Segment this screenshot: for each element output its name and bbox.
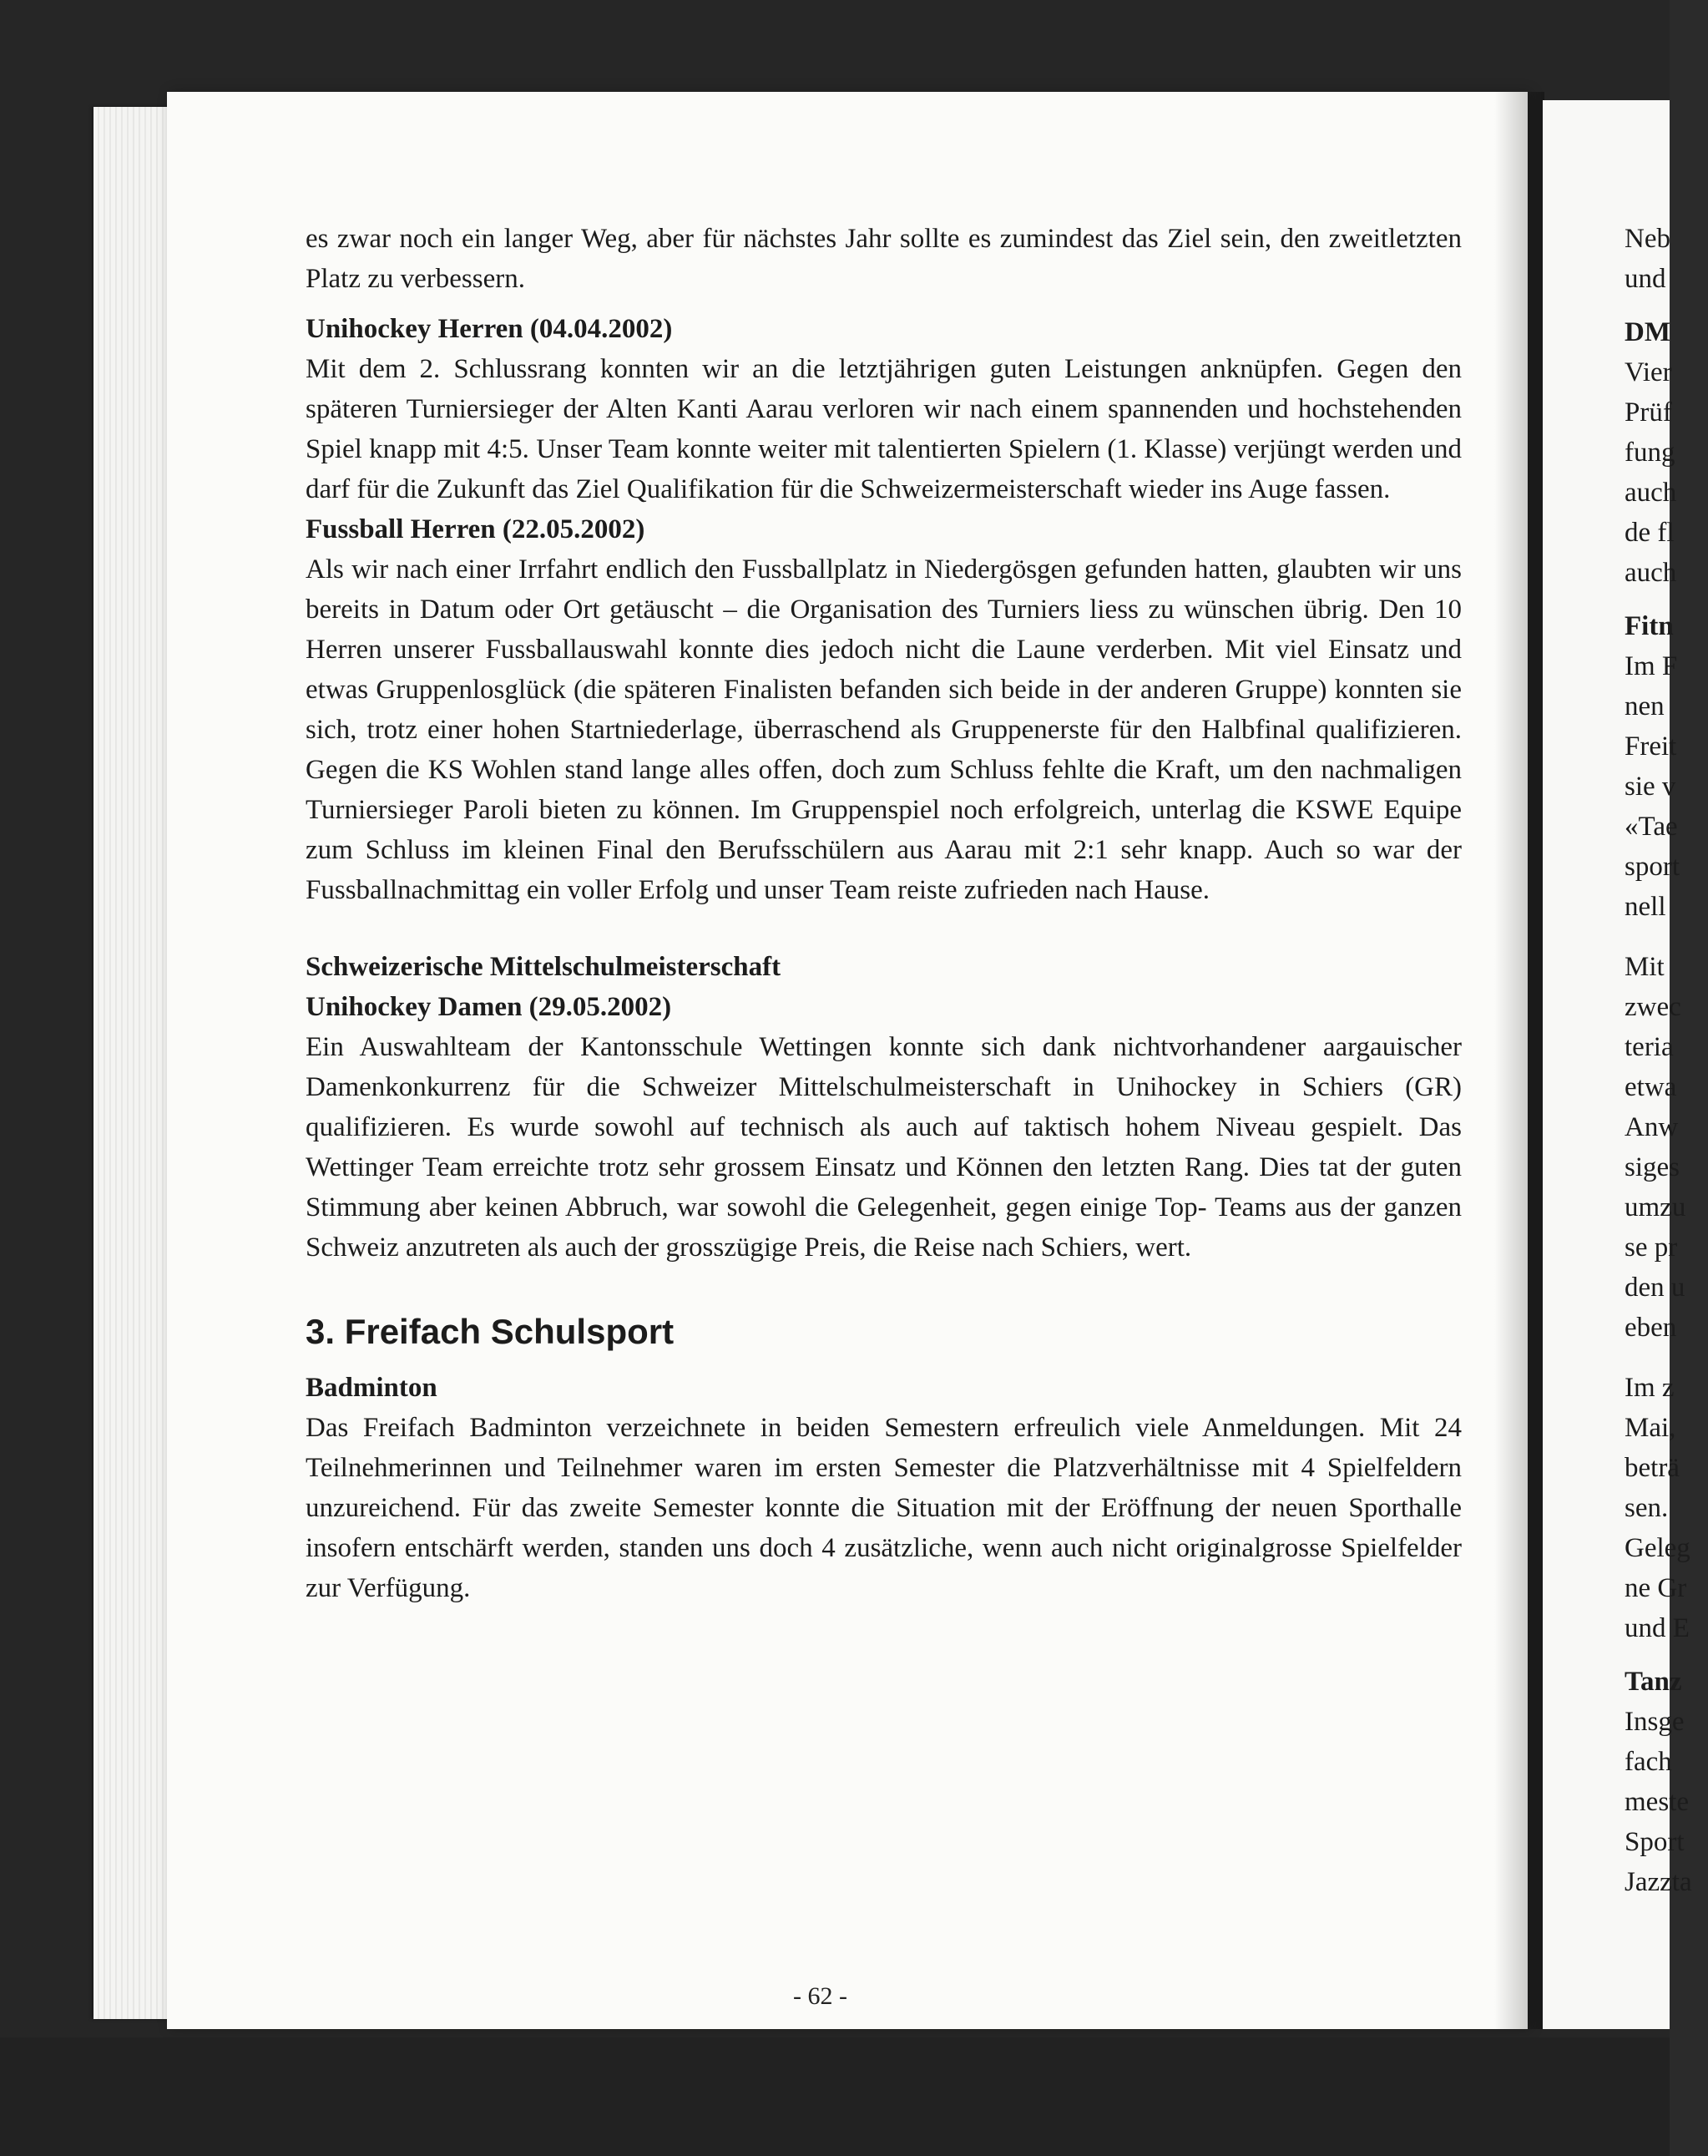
right-page-line-fragment: Vier <box>1625 357 1672 387</box>
right-page-line-fragment: umzu <box>1625 1192 1686 1222</box>
right-page-text <box>1625 219 1708 1902</box>
left-page-text <box>306 219 1462 1608</box>
body-paragraph: Ein Auswahlteam der Kantonsschule Wettingen konnte sich dank nichtvorhandener aargauischer Damenkonkurrenz für die Schweizer Mittelschulmeisterschaft in Unihockey in Schiers (GR) qualifizieren. Es wurde sowohl auf technisch als auch auf taktisch hohem Niveau gespielt. Das Wettinger Team erreichte trotz sehr grossem Einsatz und Können den letzten Rang. Dies tat der guten Stimmung aber keinen Abbruch, war sowohl die Gelegenheit, gegen einige Top- Teams aus der ganzen Schweiz anzutreten als auch der grosszügige Preis, die Reise nach Schiers, wert. <box>306 1032 1462 1263</box>
right-page-line-fragment: Anw <box>1625 1112 1679 1142</box>
right-page-line-fragment: Insge <box>1625 1707 1685 1737</box>
body-paragraph: Das Freifach Badminton verzeichnete in beiden Semestern erfreulich viele Anmeldungen. Mit 24 Teilnehmerinnen und Teilnehmer waren im ersten Semester die Platzverhältnisse mit 4 Spielfeldern unzureichend. Für das zweite Semester konnte die Situation mit der Eröffnung der neuen Sporthalle insofern entschärft werden, standen uns doch 4 zusätzliche, wenn auch nicht originalgrosse Spielfelder zur Verfügung. <box>306 1413 1462 1603</box>
section-gap <box>306 910 1462 947</box>
section-heading: Badminton <box>306 1373 437 1403</box>
scanner-background <box>0 2037 1670 2156</box>
right-page-line-fragment: nen <box>1625 691 1665 721</box>
right-page-line-fragment: Sport <box>1625 1827 1685 1857</box>
right-page-heading-fragment: DM <box>1625 317 1670 347</box>
right-page-line-fragment: und E <box>1625 1613 1690 1643</box>
right-page-line-fragment: Im z <box>1625 1373 1675 1403</box>
right-page-line-fragment: Im F <box>1625 651 1678 681</box>
body-paragraph: es zwar noch ein langer Weg, aber für nächstes Jahr sollte es zumindest das Ziel sein, den zweitletzten Platz zu verbessern. <box>306 224 1462 294</box>
right-page-line-fragment: Freit <box>1625 731 1677 762</box>
right-page-line-fragment: und <box>1625 264 1666 294</box>
right-page-line-fragment: eben <box>1625 1313 1677 1343</box>
right-page-line-fragment: fach <box>1625 1747 1672 1777</box>
right-page-line-fragment: Geleg <box>1625 1533 1690 1563</box>
section-heading: Unihockey Damen (29.05.2002) <box>306 992 672 1022</box>
right-page-line-fragment: ne Gr <box>1625 1573 1687 1603</box>
section-heading: Fussball Herren (22.05.2002) <box>306 514 645 544</box>
right-page-line-fragment: Mit <box>1625 952 1665 982</box>
body-paragraph: Als wir nach einer Irrfahrt endlich den Fussballplatz in Niedergösgen gefunden hatten, glaubten wir uns bereits in Datum oder Ort getäuscht – die Organisation des Turniers liess zu wünschen übrig. Den 10 Herren unserer Fussballauswahl konnte dies jedoch nicht die Laune verderben. Mit viel Einsatz und etwas Gruppenlosglück (die späteren Finalisten befanden sich beide in der anderen Gruppe) konnten sie sich, trotz einer hohen Startniederlage, überraschend als Gruppenerste für den Halbfinal qualifizieren. Gegen die KS Wohlen stand lange alles offen, doch zum Schluss fehlte die Kraft, um den nachmaligen Turniersieger Paroli bieten zu können. Im Gruppenspiel noch erfolgreich, unterlag die KSWE Equipe zum Schluss im kleinen Final den Berufsschülern aus Aarau mit 2:1 sehr knapp. Auch so war der Fussballnachmittag ein voller Erfolg und unser Team reiste zufrieden nach Hause. <box>306 554 1462 905</box>
section-heading: Schweizerische Mittelschulmeisterschaft <box>306 952 781 982</box>
right-page-gap <box>1625 927 1708 947</box>
right-page-line-fragment: auch <box>1625 478 1677 508</box>
right-page-line-fragment: etwa <box>1625 1072 1677 1102</box>
right-page-line-fragment: siges <box>1625 1152 1680 1182</box>
right-page-line-fragment: zwec <box>1625 992 1681 1022</box>
right-page-line-fragment: sen. <box>1625 1493 1669 1523</box>
right-page-gap <box>1625 1348 1708 1368</box>
right-page-line-fragment: nell <box>1625 892 1666 922</box>
right-page-line-fragment: fung <box>1625 438 1675 468</box>
right-page-line-fragment: «Tae <box>1625 812 1678 842</box>
right-page-line-fragment: Neb <box>1625 224 1670 254</box>
right-page-line-fragment: meste <box>1625 1787 1689 1817</box>
right-page-heading-fragment: Fitn <box>1625 611 1674 641</box>
chapter-title: 3. Freifach Schulsport <box>306 1312 675 1351</box>
right-page-line-fragment: auch <box>1625 558 1677 588</box>
right-page-line-fragment: de fl <box>1625 518 1675 548</box>
body-paragraph: Mit dem 2. Schlussrang konnten wir an die letztjährigen guten Leistungen anknüpfen. Gegen den späteren Turniersieger der Alten Kanti Aarau verloren wir nach einem spannenden und hochstehenden Spiel knapp mit 4:5. Unser Team konnte weiter mit talentierten Spielern (1. Klasse) verjüngt werden und darf für die Zukunft das Ziel Qualifikation für die Schweizermeisterschaft wieder ins Auge fassen. <box>306 354 1462 504</box>
right-page-line-fragment: se pr <box>1625 1232 1678 1263</box>
book-gutter <box>1494 92 1544 2029</box>
right-page-line-fragment: beträ <box>1625 1453 1680 1483</box>
right-page-heading-fragment: Tanz <box>1625 1667 1682 1697</box>
section-heading: Unihockey Herren (04.04.2002) <box>306 314 673 344</box>
right-page-line-fragment: sport <box>1625 852 1680 882</box>
right-page-line-fragment: Jazzta <box>1625 1867 1692 1897</box>
right-page-line-fragment: den u <box>1625 1273 1685 1303</box>
right-page-line-fragment: sie v <box>1625 772 1676 802</box>
right-page-line-fragment: teria <box>1625 1032 1674 1062</box>
right-page-line-fragment: Mai, <box>1625 1413 1676 1443</box>
page-number: - 62 - <box>793 1982 847 2010</box>
right-page-line-fragment: Prüf <box>1625 397 1672 428</box>
